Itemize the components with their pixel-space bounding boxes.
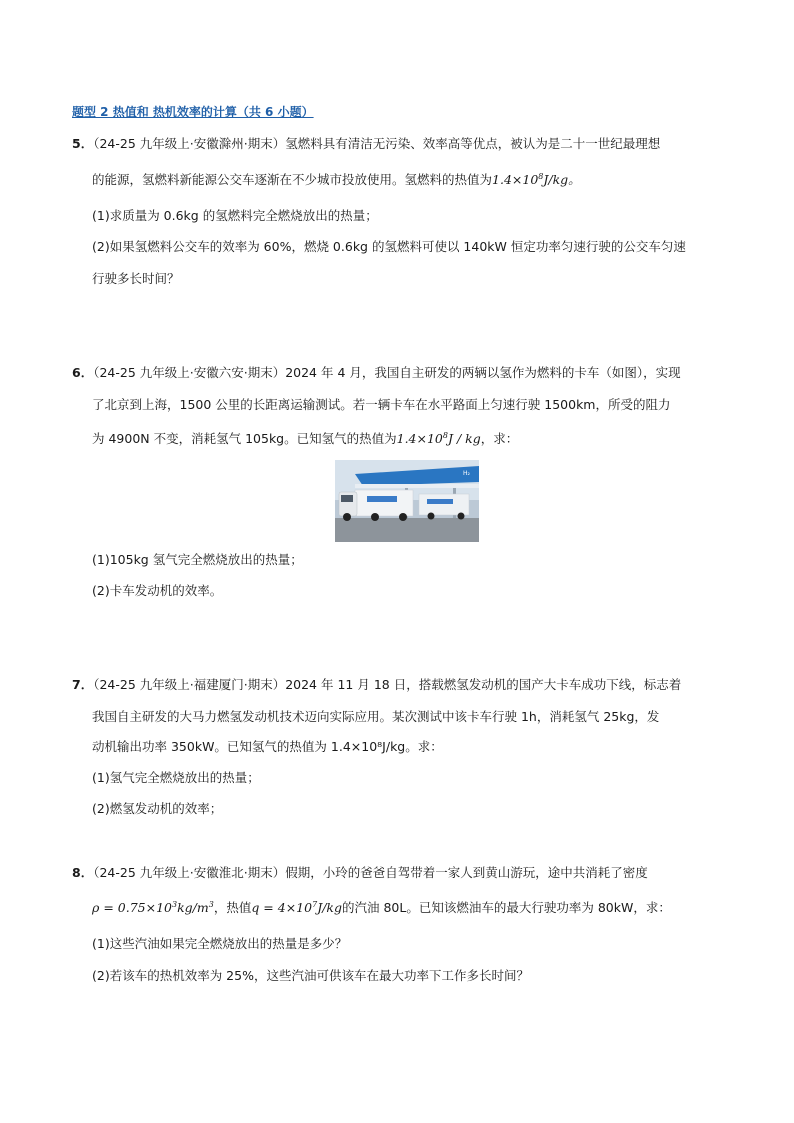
q6-line-3: 为 4900N 不变，消耗氢气 105kg。已知氢气的热值为$1.4\times 10^8J$ / kg，求：: [92, 430, 519, 446]
q6-heat-value: $1.4\times 10^8J$ / kg: [396, 430, 481, 446]
q5-source: （24-25 九年级上·安徽滁州·期末）: [93, 136, 286, 151]
station-sign: H₂: [463, 470, 470, 477]
q8-sub-1: (1)这些汽油如果完全燃烧放出的热量是多少？: [92, 936, 348, 951]
q5-line-2: 的能源，氢燃料新能源公交车逐渐在不少城市投放使用。氢燃料的热值为$1.4\times 10^8J/kg$。: [92, 171, 581, 187]
q6-sub-2: (2)卡车发动机的效率。: [92, 583, 223, 598]
q6-line-2: 了北京到上海，1500 公里的长距离运输测试。若一辆卡车在水平路面上匀速行驶 1500km，所受的阻力: [92, 397, 671, 412]
q8-heat-formula: $q = 4\times 10^7J/kg$: [251, 899, 342, 915]
q7-line-2: 我国自主研发的大马力燃氢发动机技术迈向实际应用。某次测试中该卡车行驶 1h，消耗氢气 25kg，发: [92, 709, 660, 724]
q7-sub-2: (2)燃氢发动机的效率；: [92, 801, 223, 816]
q8-number: 8．: [72, 865, 94, 880]
q7-line-1: 7．（24-25 九年级上·福建厦门·期末）2024 年 11 月 18 日，搭载燃氢发动机的国产大卡车成功下线，标志着: [72, 677, 682, 692]
q8-sub-2: (2)若该车的热机效率为 25%，这些汽油可供该车在最大功率下工作多长时间？: [92, 968, 529, 983]
q6-number: 6．: [72, 365, 94, 380]
section-heading: 题型 2 热值和 热机效率的计算（共 6 小题）: [72, 105, 314, 119]
q5-number: 5．: [72, 136, 94, 151]
q8-density-formula: $\rho = 0.75\times 10^3kg/m^3$: [92, 899, 214, 915]
q5-heat-value: $1.4\times 10^8J/kg$。: [492, 171, 581, 187]
q7-source: （24-25 九年级上·福建厦门·期末）: [93, 677, 286, 692]
q7-sub-1: (1)氢气完全燃烧放出的热量；: [92, 770, 260, 785]
q5-line-1: 5．（24-25 九年级上·安徽滁州·期末）氢燃料具有清洁无污染、效率高等优点，被认为是二十一世纪最理想: [72, 136, 661, 151]
q5-sub-1: (1)求质量为 0.6kg 的氢燃料完全燃烧放出的热量；: [92, 208, 378, 223]
q8-line-2: $\rho = 0.75\times 10^3kg/m^3$，热值$q = 4\times 10^7J/kg$的汽油 80L。已知该燃油车的最大行驶功率为 80kW，求：: [92, 899, 671, 915]
q8-line-1: 8．（24-25 九年级上·安徽淮北·期末）假期，小玲的爸爸自驾带着一家人到黄山游玩，途中共消耗了密度: [72, 865, 648, 880]
q8-source: （24-25 九年级上·安徽淮北·期末）: [93, 865, 286, 880]
q5-sub-2-line-2: 行驶多长时间？: [92, 271, 180, 286]
hydrogen-truck-photo: [335, 460, 479, 542]
q7-line-3: 动机输出功率 350kW。已知氢气的热值为 1.4×10⁸J/kg。求：: [92, 739, 443, 754]
q7-number: 7．: [72, 677, 94, 692]
q6-sub-1: (1)105kg 氢气完全燃烧放出的热量；: [92, 552, 303, 567]
q6-line-1: 6．（24-25 九年级上·安徽六安·期末）2024 年 4 月，我国自主研发的两辆以氢作为燃料的卡车（如图），实现: [72, 365, 681, 380]
q6-source: （24-25 九年级上·安徽六安·期末）: [93, 365, 286, 380]
q5-sub-2-line-1: (2)如果氢燃料公交车的效率为 60%，燃烧 0.6kg 的氢燃料可使以 140kW 恒定功率匀速行驶的公交车匀速: [92, 239, 686, 254]
